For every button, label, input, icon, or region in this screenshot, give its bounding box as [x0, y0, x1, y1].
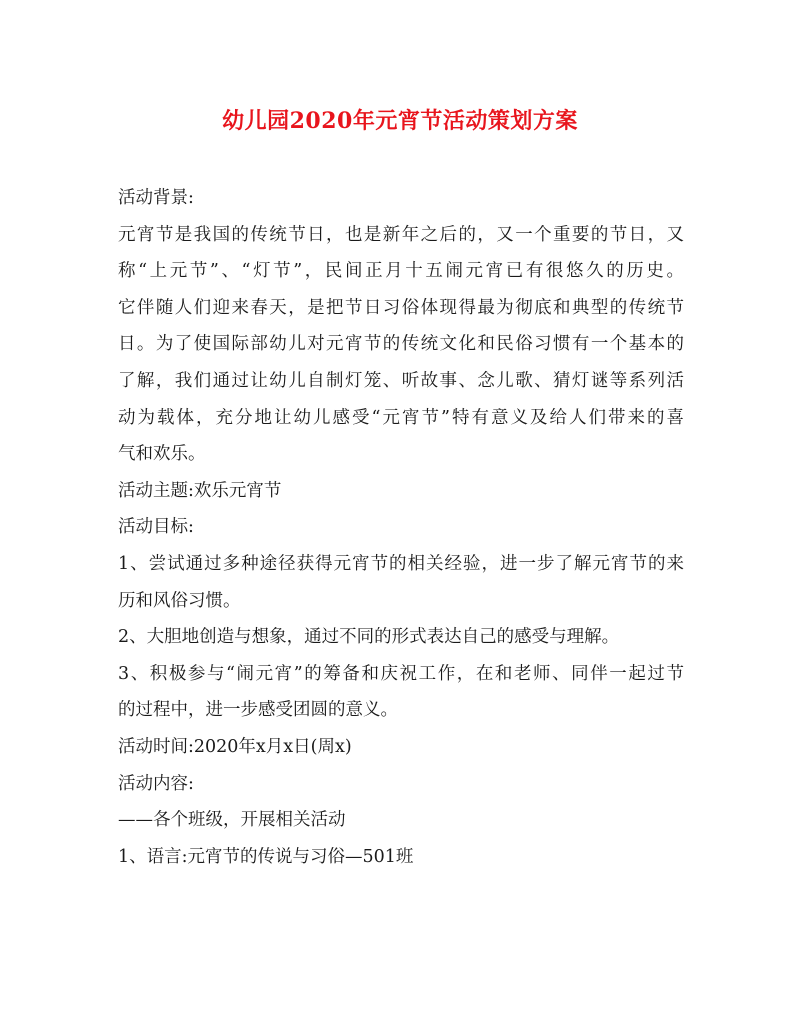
document-title: 幼儿园2020年元宵节活动策划方案: [222, 108, 578, 134]
document-body: [118, 180, 684, 875]
goal-item-2: 2、大胆地创造与想象，通过不同的形式表达自己的感受与理解。: [118, 627, 620, 648]
goal-line: 的过程中，进一步感受团圆的意义。: [118, 700, 398, 721]
goal-line: 1、尝试通过多种途径获得元宵节的相关经验，进一步了解元宵节的来: [118, 553, 684, 574]
background-line: 称“上元节”、“灯节”，民间正月十五闹元宵已有很悠久的历史。: [118, 261, 684, 282]
goal-line: 历和风俗习惯。: [118, 590, 241, 611]
background-line: 气和欢乐。: [118, 444, 206, 465]
background-line: 动为载体，充分地让幼儿感受“元宵节”特有意义及给人们带来的喜: [118, 407, 684, 428]
background-line: 了解，我们通过让幼儿自制灯笼、听故事、念儿歌、猜灯谜等系列活: [118, 370, 684, 391]
activity-theme: 活动主题:欢乐元宵节: [118, 480, 282, 501]
background-paragraph: [118, 217, 684, 473]
goals-heading: 活动目标:: [118, 517, 194, 538]
content-item-1: 1、语言:元宵节的传说与习俗—501班: [118, 846, 414, 867]
activity-time: 活动时间:2020年x月x日(周x): [118, 736, 352, 757]
background-line: 日。为了使国际部幼儿对元宵节的传统文化和民俗习惯有一个基本的: [118, 334, 684, 355]
content-intro: ——各个班级，开展相关活动: [118, 810, 346, 831]
content-heading: 活动内容:: [118, 773, 194, 794]
background-line: 它伴随人们迎来春天，是把节日习俗体现得最为彻底和典型的传统节: [118, 297, 684, 318]
goal-line: 3、积极参与“闹元宵”的筹备和庆祝工作，在和老师、同伴一起过节: [118, 663, 684, 684]
goal-item-1: [118, 546, 684, 619]
background-line: 元宵节是我国的传统节日，也是新年之后的，又一个重要的节日，又: [118, 224, 684, 245]
background-heading: 活动背景:: [118, 188, 194, 208]
goal-item-3: [118, 656, 684, 729]
